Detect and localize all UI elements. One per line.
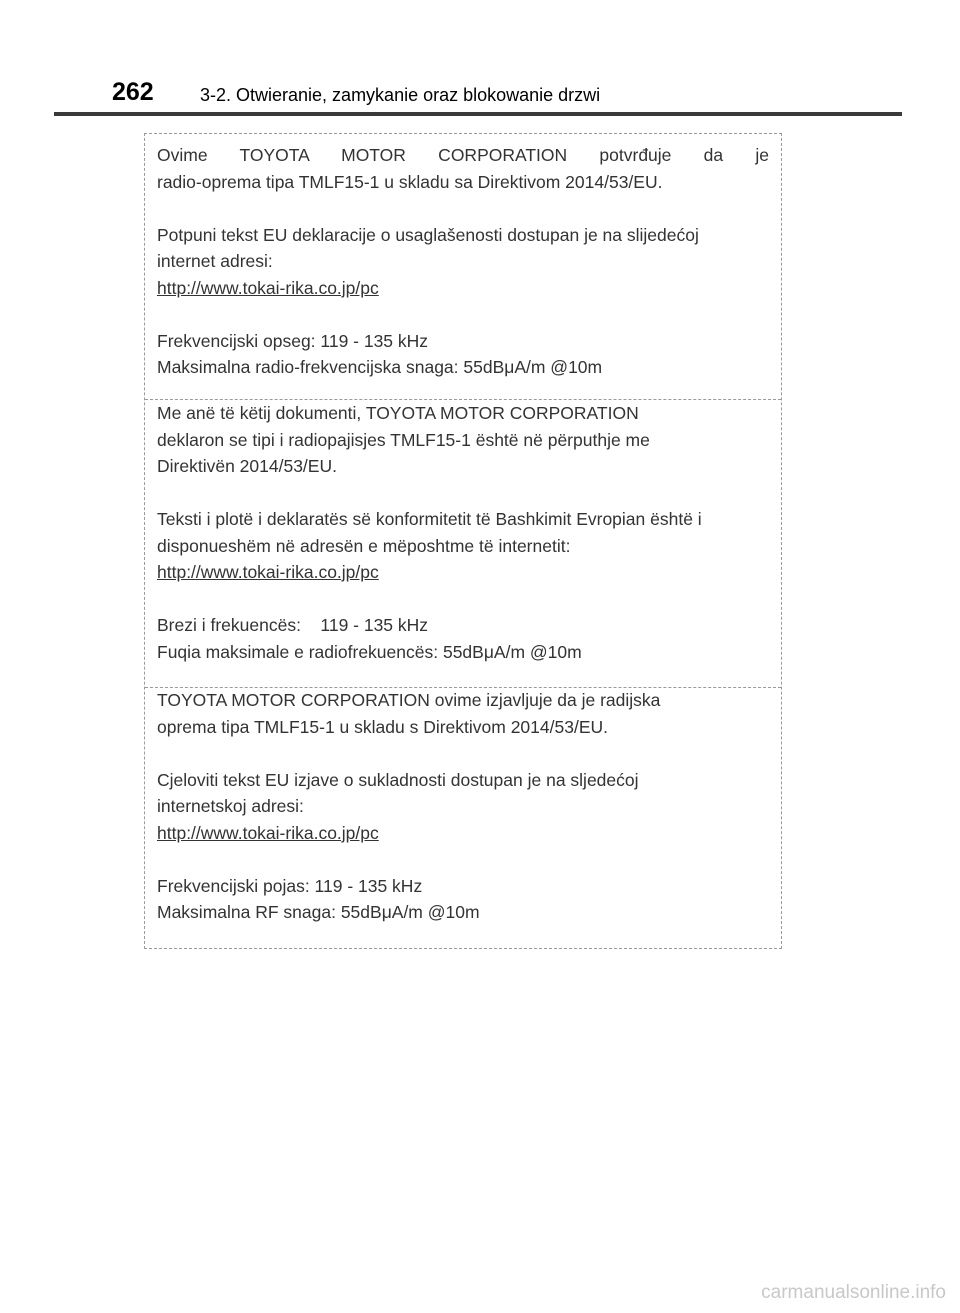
page-header bbox=[0, 0, 960, 120]
max-power: Fuqia maksimale e radiofrekuencës: 55dBμA/m @10m bbox=[157, 641, 582, 662]
fulltext-note: Cjeloviti tekst EU izjave o sukladnosti dostupan je na sljedećoj bbox=[157, 769, 639, 790]
frequency-band: Brezi i frekuencës: 119 - 135 kHz bbox=[157, 615, 429, 635]
page-number: 262 bbox=[112, 78, 154, 106]
max-power: Maksimalna radio-frekvencijska snaga: 55dBμA/m @10m bbox=[157, 357, 603, 377]
declaration-url-link[interactable]: http://www.tokai-rika.co.jp/pc bbox=[157, 277, 379, 298]
declaration-url-link[interactable]: http://www.tokai-rika.co.jp/pc bbox=[157, 562, 379, 582]
max-power: Maksimalna RF snaga: 55dBμA/m @10m bbox=[157, 902, 480, 922]
fulltext-note: Teksti i plotë i deklaratës së konformitetit të Bashkimit Evropian është i bbox=[157, 509, 702, 529]
declaration-text: Ovime TOYOTA MOTOR CORPORATION potvrđuje da je bbox=[157, 145, 769, 165]
declaration-url-link[interactable]: http://www.tokai-rika.co.jp/pc bbox=[157, 822, 379, 843]
header-rule bbox=[54, 112, 902, 116]
declaration-text: oprema tipa TMLF15-1 u skladu s Direktivom 2014/53/EU. bbox=[157, 716, 608, 737]
frequency-band: Frekvencijski opseg: 119 - 135 kHz bbox=[157, 330, 429, 351]
declaration-text: deklaron se tipi i radiopajisjes TMLF15-1 është në përputhje me bbox=[157, 429, 650, 450]
fulltext-note: Potpuni tekst EU deklaracije o usaglašenosti dostupan je na slijedećoj bbox=[157, 224, 699, 245]
watermark: carmanualsonline.info bbox=[761, 1282, 946, 1303]
declaration-text: radio-oprema tipa TMLF15-1 u skladu sa Direktivom 2014/53/EU. bbox=[157, 171, 663, 192]
declaration-text: Direktivën 2014/53/EU. bbox=[157, 456, 337, 476]
fulltext-note: internet adresi: bbox=[157, 251, 273, 271]
fulltext-note: internetskoj adresi: bbox=[157, 796, 304, 816]
fulltext-note: disponueshëm në adresën e mëposhtme të internetit: bbox=[157, 535, 571, 556]
frequency-band: Frekvencijski pojas: 119 - 135 kHz bbox=[157, 875, 423, 896]
declaration-text: TOYOTA MOTOR CORPORATION ovime izjavljuje da je radijska bbox=[157, 690, 661, 710]
chapter-title: 3-2. Otwieranie, zamykanie oraz blokowanie drzwi bbox=[200, 85, 601, 105]
declaration-box bbox=[144, 133, 782, 949]
declaration-section-albanian bbox=[145, 400, 781, 665]
declaration-section-bosnian bbox=[145, 142, 781, 381]
declaration-section-croatian bbox=[145, 687, 781, 926]
declaration-text: Me anë të këtij dokumenti, TOYOTA MOTOR CORPORATION bbox=[157, 403, 639, 423]
